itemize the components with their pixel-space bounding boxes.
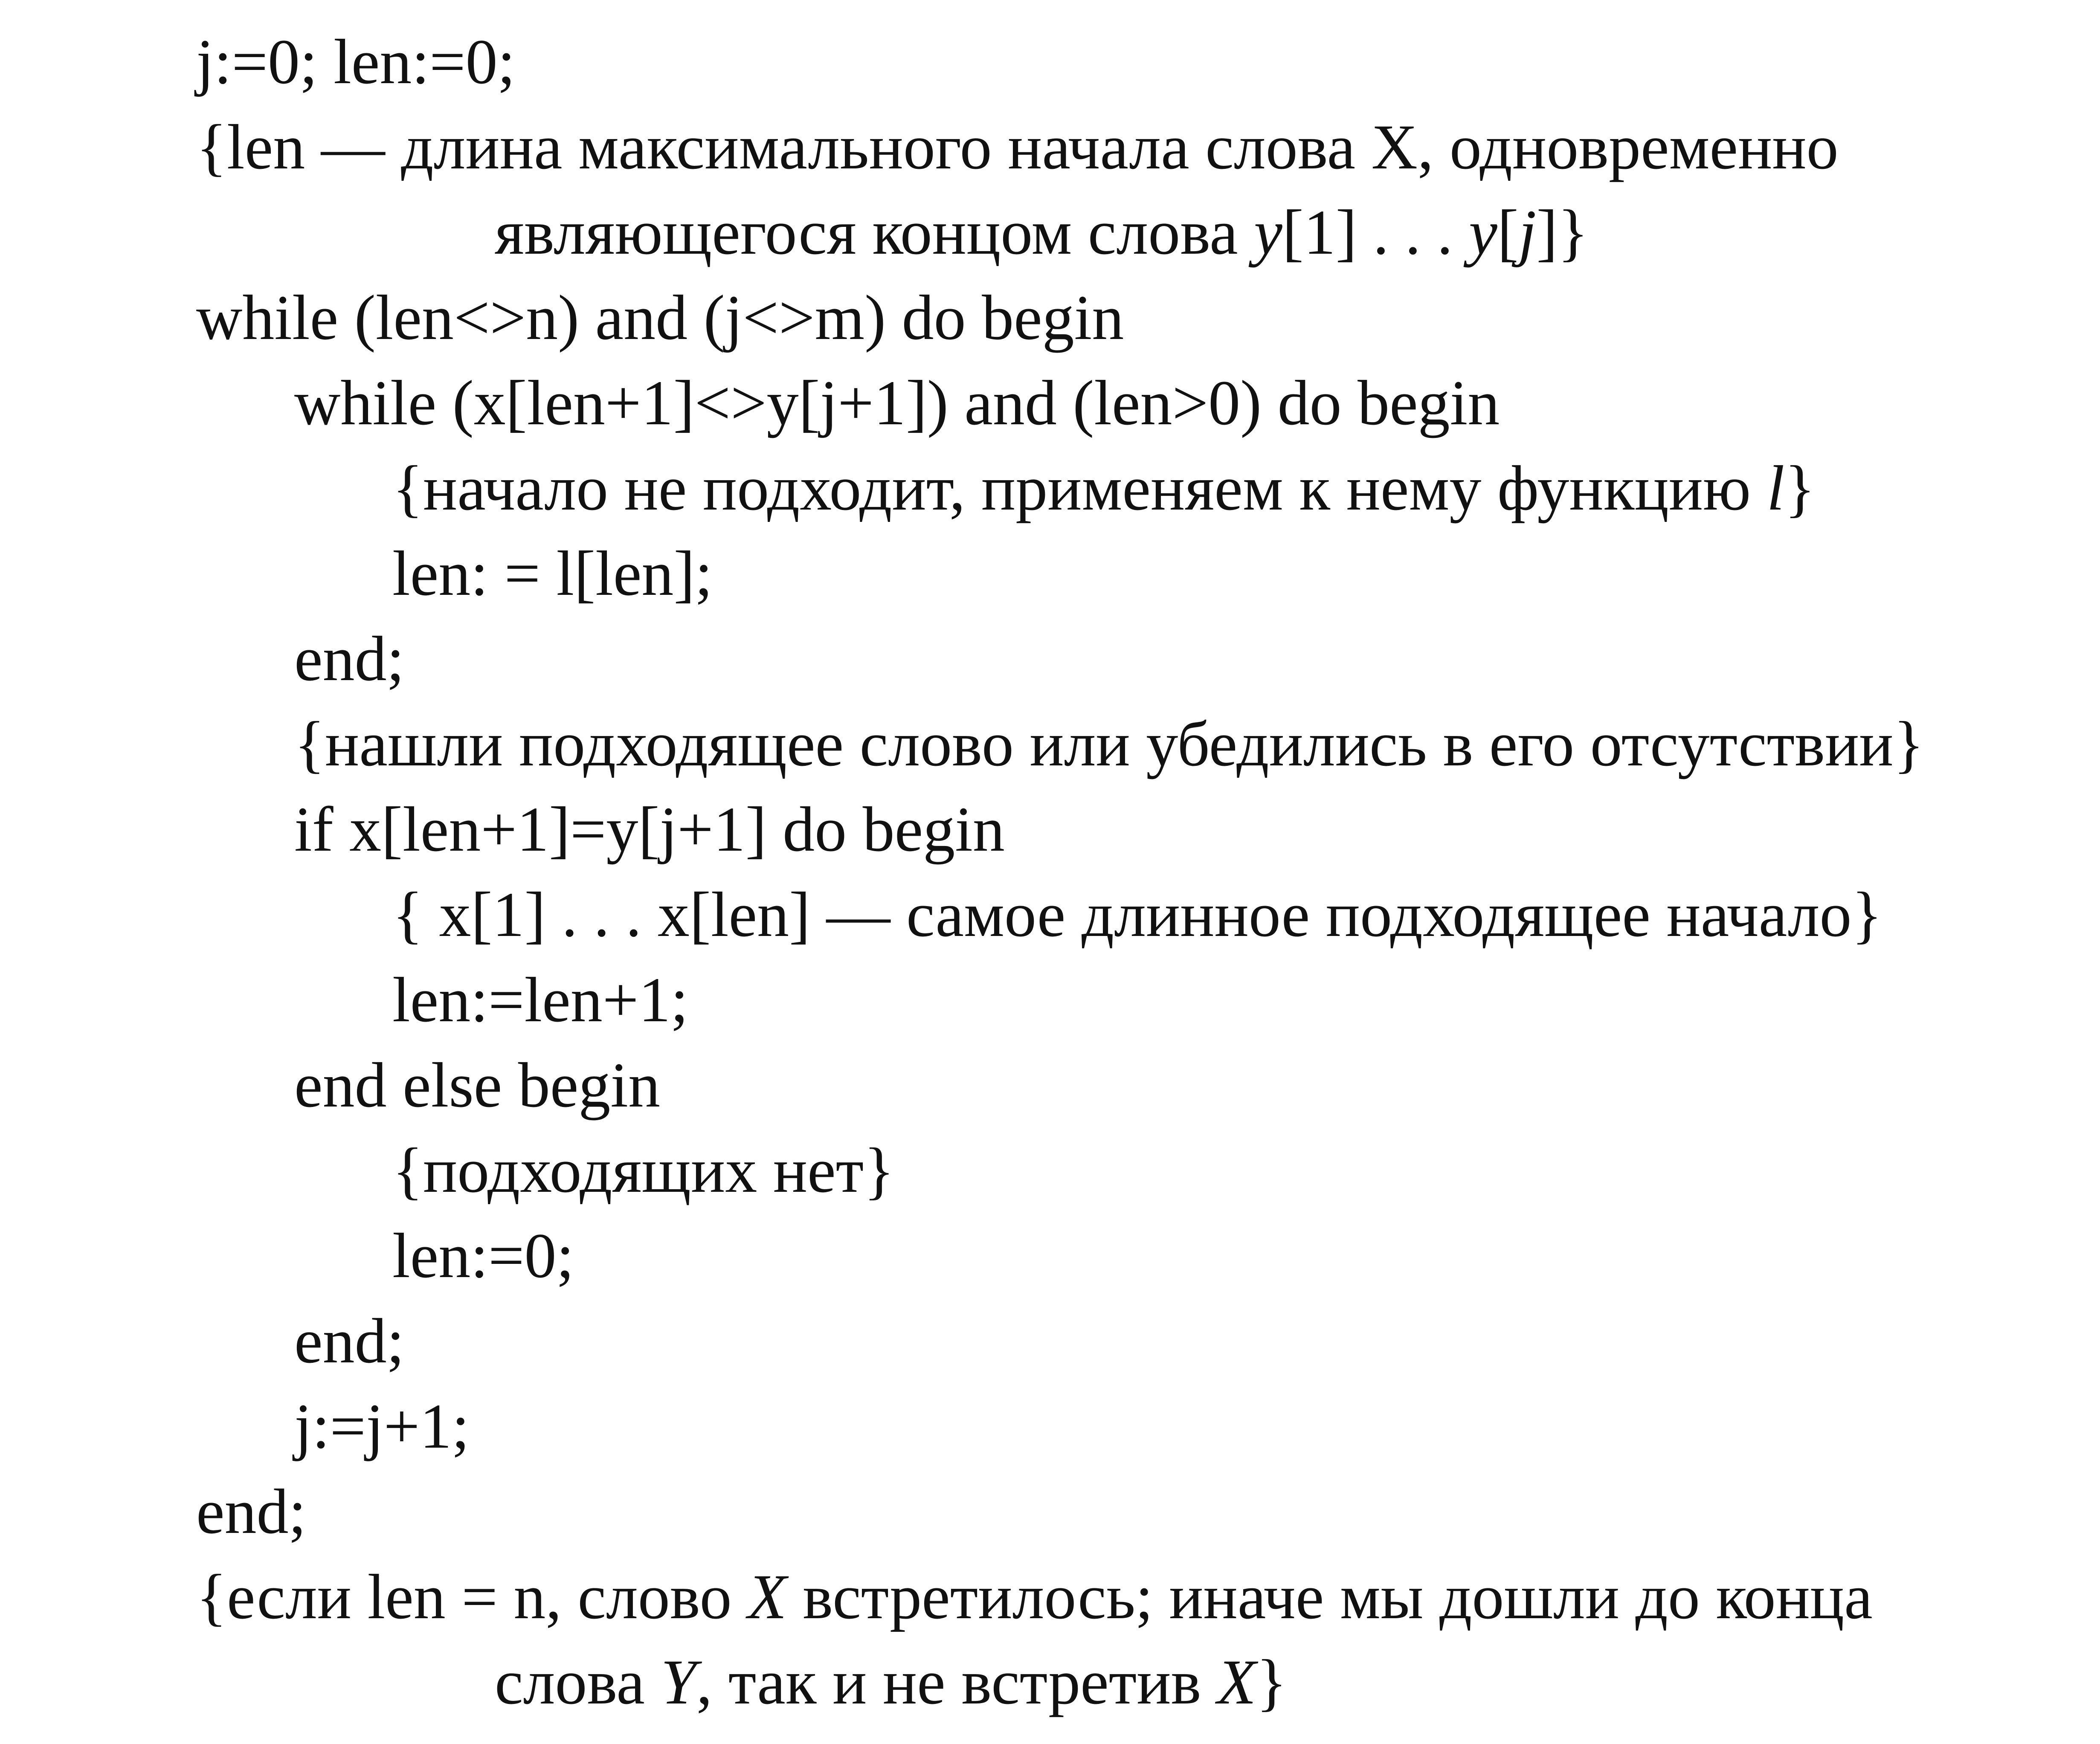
- code-line: [294, 620, 404, 697]
- italic-symbol: j: [1518, 197, 1537, 268]
- code-text: слова: [495, 1647, 661, 1718]
- code-text: j:=j+1;: [294, 1391, 470, 1462]
- code-text: while (x[len+1]<>y[j+1]) and (len>0) do begin: [294, 368, 1500, 438]
- code-text: end;: [196, 1476, 307, 1547]
- code-text: встретилось; иначе мы дошли до конца: [786, 1561, 1873, 1632]
- code-text: end;: [294, 1306, 405, 1376]
- italic-symbol: y: [1469, 197, 1497, 268]
- code-line: [495, 194, 1588, 271]
- code-line: [294, 1303, 404, 1379]
- code-text: len: = l[len];: [392, 538, 713, 609]
- code-text: {подходящих нет}: [392, 1135, 895, 1206]
- italic-symbol: l: [1766, 453, 1785, 524]
- code-text: [1] . . .: [1282, 197, 1469, 268]
- code-line: [392, 450, 1815, 527]
- code-line: [196, 279, 1124, 356]
- code-text: {нашли подходящее слово или убедились в его отсутствии}: [294, 709, 1924, 779]
- code-line: [495, 1644, 1287, 1721]
- code-line: [196, 1473, 306, 1550]
- code-text: j:=0; len:=0;: [196, 26, 516, 97]
- code-text: , так и не встретив: [696, 1647, 1217, 1718]
- code-line: [294, 1388, 470, 1465]
- code-line: [294, 791, 1005, 868]
- code-text: [: [1497, 197, 1519, 268]
- code-text: while (len<>n) and (j<>m) do begin: [196, 282, 1124, 353]
- code-line: [392, 1132, 894, 1209]
- code-text: ]}: [1536, 197, 1589, 268]
- code-text: end else begin: [294, 1050, 661, 1121]
- italic-symbol: X: [1217, 1647, 1256, 1718]
- code-text: {начало не подходит, применяем к нему функцию: [392, 453, 1767, 524]
- code-line: [294, 706, 1924, 782]
- code-line: [392, 876, 1882, 953]
- code-line: [196, 109, 1839, 185]
- italic-symbol: y: [1254, 197, 1282, 268]
- code-text: {len — длина максимального начала слова X, одновременно: [196, 112, 1839, 183]
- code-text: if x[len+1]=y[j+1] do begin: [294, 794, 1005, 865]
- code-text: len:=0;: [392, 1220, 574, 1291]
- code-text: { x[1] . . . x[len] — самое длинное подходящее начало}: [392, 879, 1882, 950]
- code-text: {если len = n, слово: [196, 1561, 748, 1632]
- code-text: len:=len+1;: [392, 965, 689, 1035]
- code-line: [196, 1559, 1873, 1635]
- code-text: }: [1256, 1647, 1287, 1718]
- code-text: end;: [294, 623, 405, 694]
- code-line: [392, 1217, 574, 1294]
- code-text: }: [1784, 453, 1816, 524]
- code-line: [294, 1047, 660, 1124]
- code-text: являющегося концом слова: [495, 197, 1254, 268]
- code-line: [196, 23, 515, 100]
- italic-symbol: X: [748, 1561, 787, 1632]
- italic-symbol: Y: [661, 1647, 696, 1718]
- code-line: [392, 535, 713, 612]
- code-line: [392, 962, 688, 1038]
- code-line: [294, 365, 1500, 441]
